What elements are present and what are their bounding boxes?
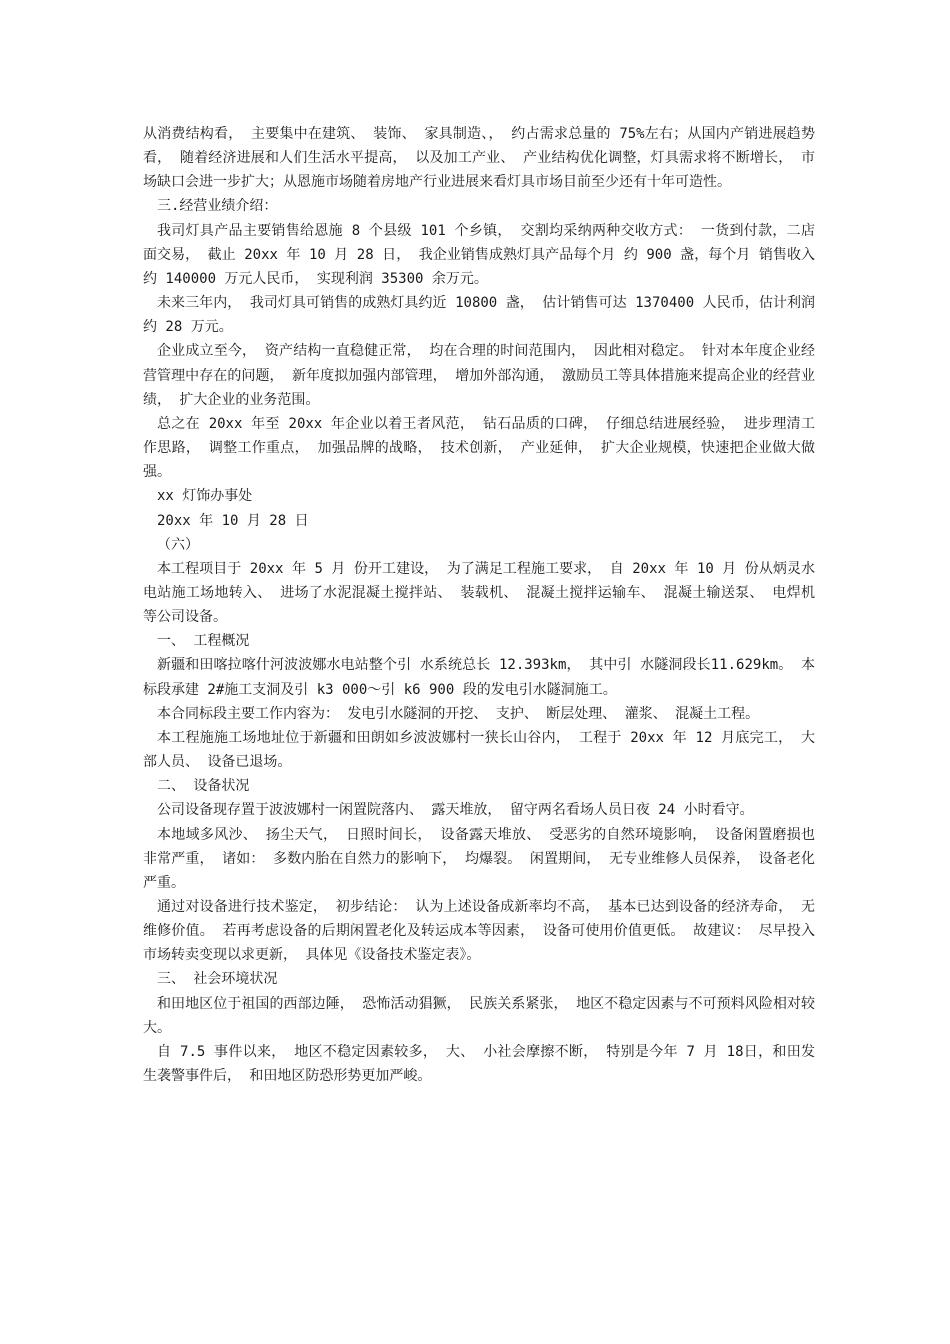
paragraph-equipment-appraisal: 通过对设备进行技术鉴定， 初步结论： 认为上述设备成新率均不高， 基本已达到设备的经济寿命， 无维修价值。 若再考虑设备的后期闲置老化及转运成本等因素， 设备可使用价值更低。 故建议： 尽早投入市场转卖变现以求更新， 具体见《设备技术鉴定表》。 <box>143 899 815 964</box>
paragraph-asset-structure: 企业成立至今， 资产结构一直稳健正常， 均在合理的时间范围内， 因此相对稳定。 针对本年度企业经营管理中存在的问题， 新年度拟加强内部管理， 增加外部沟通， 激励员工等具体措施来提高企业的经营业绩， 扩大企业的业务范围。 <box>143 343 815 408</box>
paragraph-equipment-wear: 本地域多风沙、 扬尘天气， 日照时间长， 设备露天堆放、 受恶劣的自然环境影响， 设备闲置磨损也非常严重， 诸如： 多数内胎在自然力的影响下， 均爆裂。 闲置期间， 无专业维修人员保养， 设备老化严重。 <box>143 826 815 891</box>
paragraph-water-system: 新疆和田喀拉喀什河波波娜水电站整个引 水系统总长 12.393km， 其中引 水隧洞段长11.629km。 本标段承建 2#施工支洞及引 k3 000～引 k6 900 段的发电引水隧洞施工。 <box>143 657 815 698</box>
heading-project-overview: 一、 工程概况 <box>157 633 250 650</box>
section-number: （六） <box>157 536 199 553</box>
heading-business-performance: 三.经营业绩介绍： <box>157 198 278 215</box>
paragraph-work-content: 本合同标段主要工作内容为： 发电引水隧洞的开挖、 支护、 断层处理、 灌浆、 混凝土工程。 <box>157 705 760 722</box>
signature-office: xx 灯饰办事处 <box>157 488 253 505</box>
paragraph-forecast: 未来三年内， 我司灯具可销售的成熟灯具约近 10800 盏， 估计销售可达 1370400 人民币，估计利润约 28 万元。 <box>143 295 815 336</box>
heading-social-environment: 三、 社会环境状况 <box>157 971 278 988</box>
signature-date: 20xx 年 10 月 28 日 <box>157 512 309 529</box>
paragraph-market-structure: 从消费结构看， 主要集中在建筑、 装饰、 家具制造、， 约占需求总量的 75%左右；从国内产销进展趋势看， 随着经济进展和人们生活水平提高， 以及加工产业、 产业结构优化调整，灯具需求将不断增长， 市场缺口会进一步扩大；从恩施市场随着房地产行业进展来看灯具市场目前至少还有十年可造性。 <box>143 126 815 191</box>
heading-equipment-status: 二、 设备状况 <box>157 778 250 795</box>
paragraph-project-intro: 本工程项目于 20xx 年 5 月 份开工建设， 为了满足工程施工要求， 自 20xx 年 10 月 份从炳灵水电站施工场地转入、 进场了水泥混凝土搅拌站、 装载机、 混凝土搅拌运输车、 混凝土输送泵、 电焊机等公司设备。 <box>143 560 815 626</box>
paragraph-region-risk: 和田地区位于祖国的西部边陲， 恐怖活动猖獗， 民族关系紧张， 地区不稳定因素与不可预料风险相对较大。 <box>143 995 815 1036</box>
paragraph-equipment-storage: 公司设备现存置于波波娜村一闲置院落内、 露天堆放， 留守两名看场人员日夜 24 小时看守。 <box>157 802 754 819</box>
document-body <box>143 122 815 1088</box>
paragraph-conclusion: 总之在 20xx 年至 20xx 年企业以着王者风范， 钻石品质的口碑， 仔细总结进展经验， 进步理清工作思路， 调整工作重点， 加强品牌的战略， 技术创新， 产业延伸， 扩大企业规模，快速把企业做大做强。 <box>143 415 815 481</box>
paragraph-security-situation: 自 7.5 事件以来， 地区不稳定因素较多， 大、 小社会摩擦不断， 特别是今年 7 月 18日，和田发生袭警事件后， 和田地区防恐形势更加严峻。 <box>143 1043 815 1085</box>
paragraph-site-location: 本工程施施工场地址位于新疆和田朗如乡波波娜村一狭长山谷内， 工程于 20xx 年 12 月底完工， 大部人员、 设备已退场。 <box>143 729 815 771</box>
paragraph-sales: 我司灯具产品主要销售给恩施 8 个县级 101 个乡镇， 交割均采纳两种交收方式： 一货到付款，二店面交易， 截止 20xx 年 10 月 28 日， 我企业销售成熟灯具产品每个月 约 900 盏，每个月 销售收入约 140000 万元人民币， 实现利润 35300 余万元。 <box>143 222 815 287</box>
